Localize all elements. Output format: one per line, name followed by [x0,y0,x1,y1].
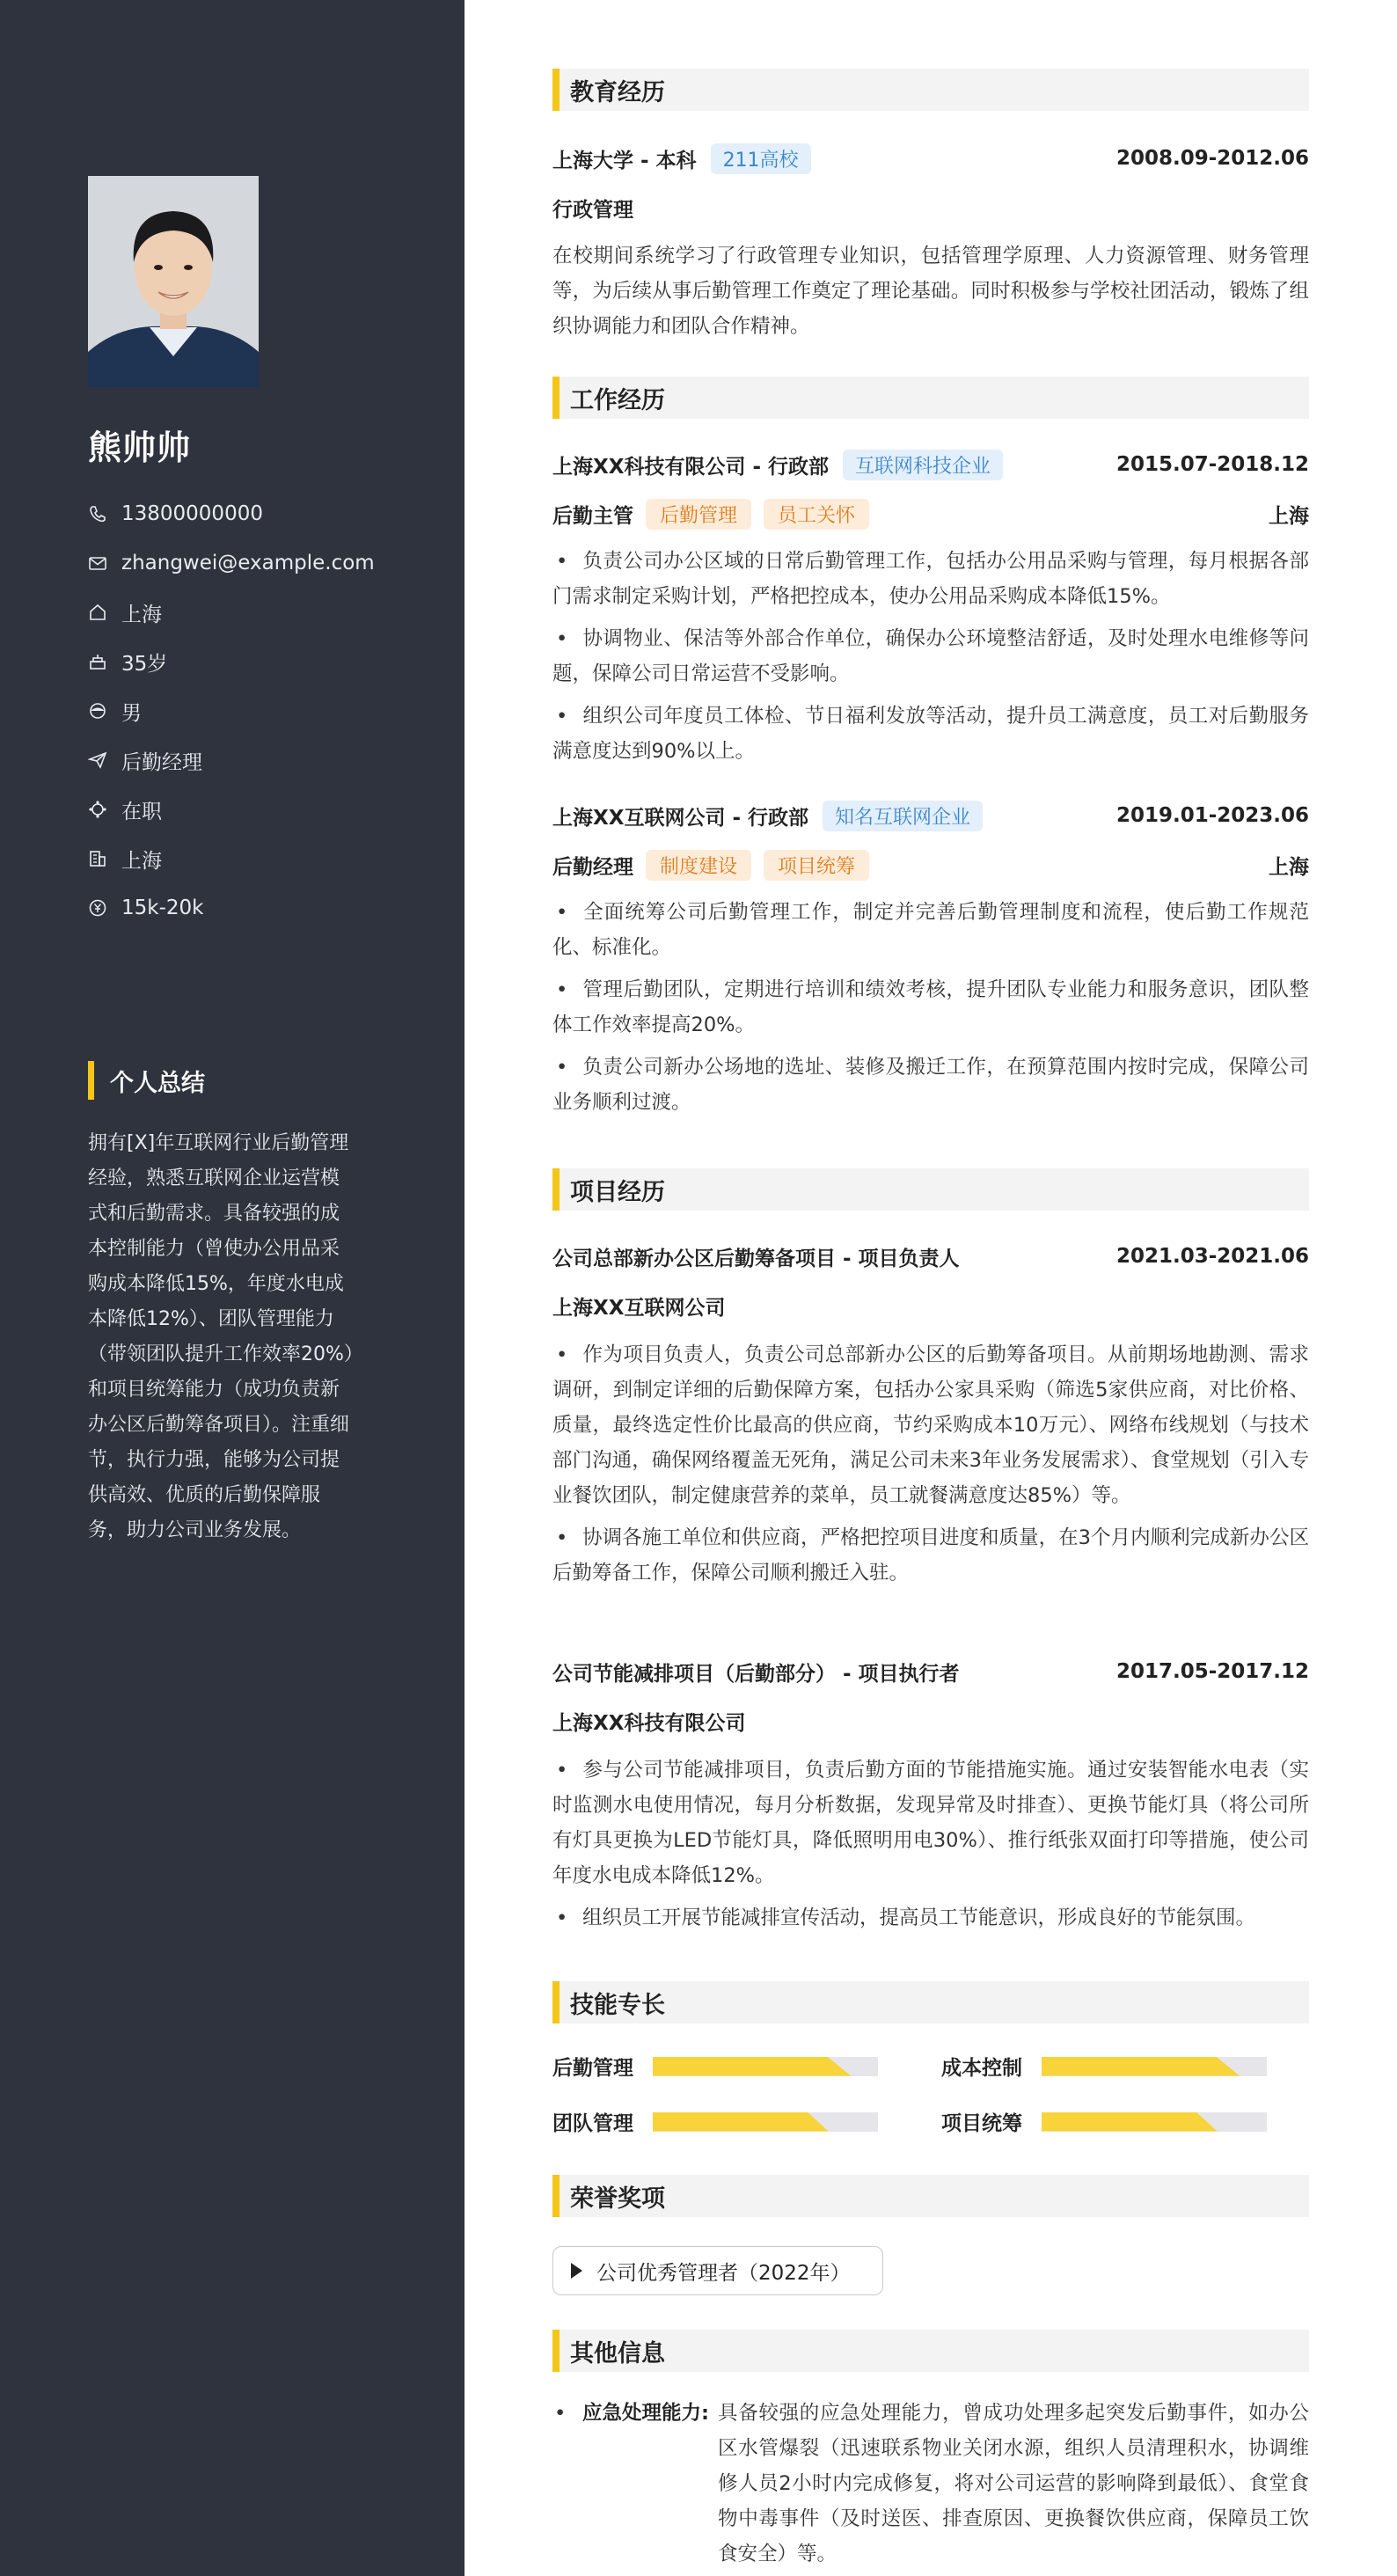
contact-position [88,735,440,785]
play-icon [571,2263,582,2279]
project-2-header [552,1654,1309,1689]
project-1-date: 2021.03-2021.06 [1115,1245,1309,1268]
job-1-header [552,447,1309,482]
project-1-header [552,1239,1309,1274]
project-1-company: 上海XX互联网公司 [552,1296,726,1320]
project-1-bullets [552,1337,1309,1598]
job-1-skill-2: 员工关怀 [764,499,869,530]
education-school: 上海大学 - 本科 [552,149,697,172]
section-skills-title: 技能专长 [552,1981,1309,2023]
skill-bar [1042,2057,1267,2076]
list-item: • 负责公司办公区域的日常后勤管理工作，包括办公用品采购与管理，每月根据各部门需求制定采购计划，严格把控成本，使办公用品采购成本降低15%。 [552,544,1309,614]
contact-age-text: 35岁 [121,652,168,676]
list-item: • 作为项目负责人，负责公司总部新办公区的后勤筹备项目。从前期场地勘测、需求调研，到制定详细的后勤保障方案，包括办公家具采购（筛选5家供应商，对比价格、质量，最终选定性价比最高的供应商，节约采购成本10万元）、网络布线规划（与技术部门沟通，确保网络覆盖无死角，满足公司未来3年业务发展需求）、食堂规划（引入专业餐饮团队，制定健康营养的菜单，员工就餐满意度达85%）等。 [552,1337,1309,1513]
list-item: • 参与公司节能减排项目，负责后勤方面的节能措施实施。通过安装智能水电表（实时监测水电使用情况，每月分析数据，发现异常及时排查）、更换节能灯具（将公司所有灯具更换为LED节能灯具，降低照明用电30%）、推行纸张双面打印等措施，使公司年度水电成本降低12%。 [552,1753,1309,1893]
job-1-company: 上海XX科技有限公司 - 行政部 [552,455,830,479]
phone-icon [88,504,107,523]
job-1-role: 后勤主管 [552,504,633,528]
contact-status-text: 在职 [121,800,162,823]
contact-phone-text: 13800000000 [121,502,263,525]
list-item: • 协调物业、保洁等外部合作单位，确保办公环境整洁舒适，及时处理水电维修等问题，保障公司日常运营不受影响。 [552,621,1309,692]
skill-bar-fill [653,2057,851,2076]
education-tag: 211高校 [711,143,811,174]
contact-gender [88,686,440,735]
contact-work-city-text: 上海 [121,849,162,873]
job-2-date: 2019.01-2023.06 [1115,804,1309,827]
section-education-title: 教育经历 [552,69,1309,111]
contact-email[interactable] [88,538,440,588]
contact-list [88,489,440,933]
project-1-company-row [552,1288,1309,1323]
project-2-date: 2017.05-2017.12 [1115,1660,1309,1683]
contact-work-city [88,834,440,883]
job-2-skill-2: 项目统筹 [764,850,869,881]
other-info-list [552,2396,1309,2572]
avatar [88,176,259,387]
contact-city [88,588,440,637]
contact-salary [88,883,440,933]
job-2-role: 后勤经理 [552,855,633,879]
salary-icon [88,898,107,918]
contact-status [88,785,440,834]
education-desc: 在校期间系统学习了行政管理专业知识，包括管理学原理、人力资源管理、财务管理等，为后续从事后勤管理工作奠定了理论基础。同时积极参与学校社团活动，锻炼了组织协调能力和团队合作精神。 [552,245,1309,338]
honor-text: 公司优秀管理者（2022年） [596,2261,851,2285]
gender-icon [88,701,107,721]
age-icon [88,652,107,671]
job-1-tag: 互联网科技企业 [843,450,1003,480]
other-info-text: 具备较强的应急处理能力，曾成功处理多起突发后勤事件，如办公区水管爆裂（迅速联系物业关闭水源，组织人员清理积水，协调维修人员2小时内完成修复，将对公司运营的影响降到最低）、食堂食物中毒事件（及时送医、排查原因、更换餐饮供应商，保障员工饮食安全）等。 [718,2402,1309,2565]
section-work-title: 工作经历 [552,377,1309,419]
summary-title: 个人总结 [88,1061,205,1100]
skill-bar [653,2112,878,2132]
job-1-location: 上海 [1269,504,1309,528]
building-icon [88,849,107,868]
skill-name: 项目统筹 [941,2112,1022,2135]
skill-item [941,2107,1267,2136]
avatar-photo [88,176,259,387]
skill-item [552,2052,878,2081]
job-1-skill-1: 后勤管理 [646,499,751,530]
sidebar [0,0,464,2576]
list-item: • 全面统筹公司后勤管理工作，制定并完善后勤管理制度和流程，使后勤工作规范化、标准化。 [552,895,1309,965]
job-1-role-row [552,496,1309,531]
list-item: • 组织员工开展节能减排宣传活动，提高员工节能意识，形成良好的节能氛围。 [552,1900,1309,1936]
list-item: • 负责公司新办公场地的选址、装修及搬迁工作，在预算范围内按时完成，保障公司业务顺利过渡。 [552,1050,1309,1120]
skill-bar-fill [1042,2112,1218,2132]
job-2-tag: 知名互联网企业 [823,801,983,831]
contact-gender-text: 男 [121,701,142,725]
skill-name: 后勤管理 [552,2057,633,2080]
status-icon [88,800,107,819]
honor-item[interactable] [552,2246,883,2295]
skill-name: 成本控制 [941,2057,1022,2080]
skill-name: 团队管理 [552,2112,633,2135]
contact-city-text: 上海 [121,603,162,626]
job-1-bullets [552,544,1309,776]
contact-position-text: 后勤经理 [121,750,202,774]
summary-text: 拥有[X]年互联网行业后勤管理 经验，熟悉互联网企业运营模 式和后勤需求。具备较强的成 本控制能力（曾使办公用品采 购成本降低15%，年度水电成 本降低12%）、团队管理能力 （带领团队提升工作效率20%） 和项目统筹能力（成功负责新 办公区后勤筹备项目）。注重细 节，执行力强，能够为公司提 供高效、优质的后勤保障服 务，助力公司业务发展。 [88,1132,363,1541]
skill-bar-fill [1042,2057,1240,2076]
mail-icon [88,553,107,573]
skill-bar [1042,2112,1267,2132]
section-other-title: 其他信息 [552,2330,1309,2372]
contact-age [88,637,440,686]
list-item: • 协调各施工单位和供应商，严格把控项目进度和质量，在3个月内顺利完成新办公区后勤筹备工作，保障公司顺利搬迁入驻。 [552,1520,1309,1591]
other-info-item [552,2396,1309,2572]
skill-bar [653,2057,878,2076]
education-major: 行政管理 [552,198,633,222]
job-1-date: 2015.07-2018.12 [1115,453,1309,476]
job-2-location: 上海 [1269,855,1309,879]
send-icon [88,750,107,770]
bullet-icon: • [554,2402,567,2425]
candidate-name: 熊帅帅 [88,428,192,467]
project-1-name: 公司总部新办公区后勤筹备项目 - 项目负责人 [552,1247,960,1270]
other-info-label: 应急处理能力: [582,2402,709,2425]
skill-item [552,2107,878,2136]
education-major-row [552,190,1309,225]
project-2-name: 公司节能减排项目（后勤部分） - 项目执行者 [552,1662,960,1686]
education-date: 2008.09-2012.06 [1115,147,1309,170]
contact-salary-text: 15k-20k [121,896,204,919]
job-2-skill-1: 制度建设 [646,850,751,881]
job-2-bullets [552,895,1309,1127]
job-2-header [552,798,1309,833]
section-honors-title: 荣誉奖项 [552,2175,1309,2217]
job-2-role-row [552,847,1309,882]
skill-item [941,2052,1267,2081]
project-2-company-row [552,1703,1309,1738]
skill-bar-fill [653,2112,829,2132]
contact-email-text: zhangwei@example.com [121,552,375,574]
home-icon [88,603,107,622]
list-item: • 管理后勤团队，定期进行培训和绩效考核，提升团队专业能力和服务意识，团队整体工作效率提高20%。 [552,972,1309,1043]
job-2-company: 上海XX互联网公司 - 行政部 [552,806,809,830]
project-2-company: 上海XX科技有限公司 [552,1711,746,1735]
education-header [552,141,1309,176]
list-item: • 组织公司年度员工体检、节日福利发放等活动，提升员工满意度，员工对后勤服务满意度达到90%以上。 [552,699,1309,769]
contact-phone[interactable] [88,489,440,538]
project-2-bullets [552,1753,1309,1943]
section-projects-title: 项目经历 [552,1168,1309,1211]
